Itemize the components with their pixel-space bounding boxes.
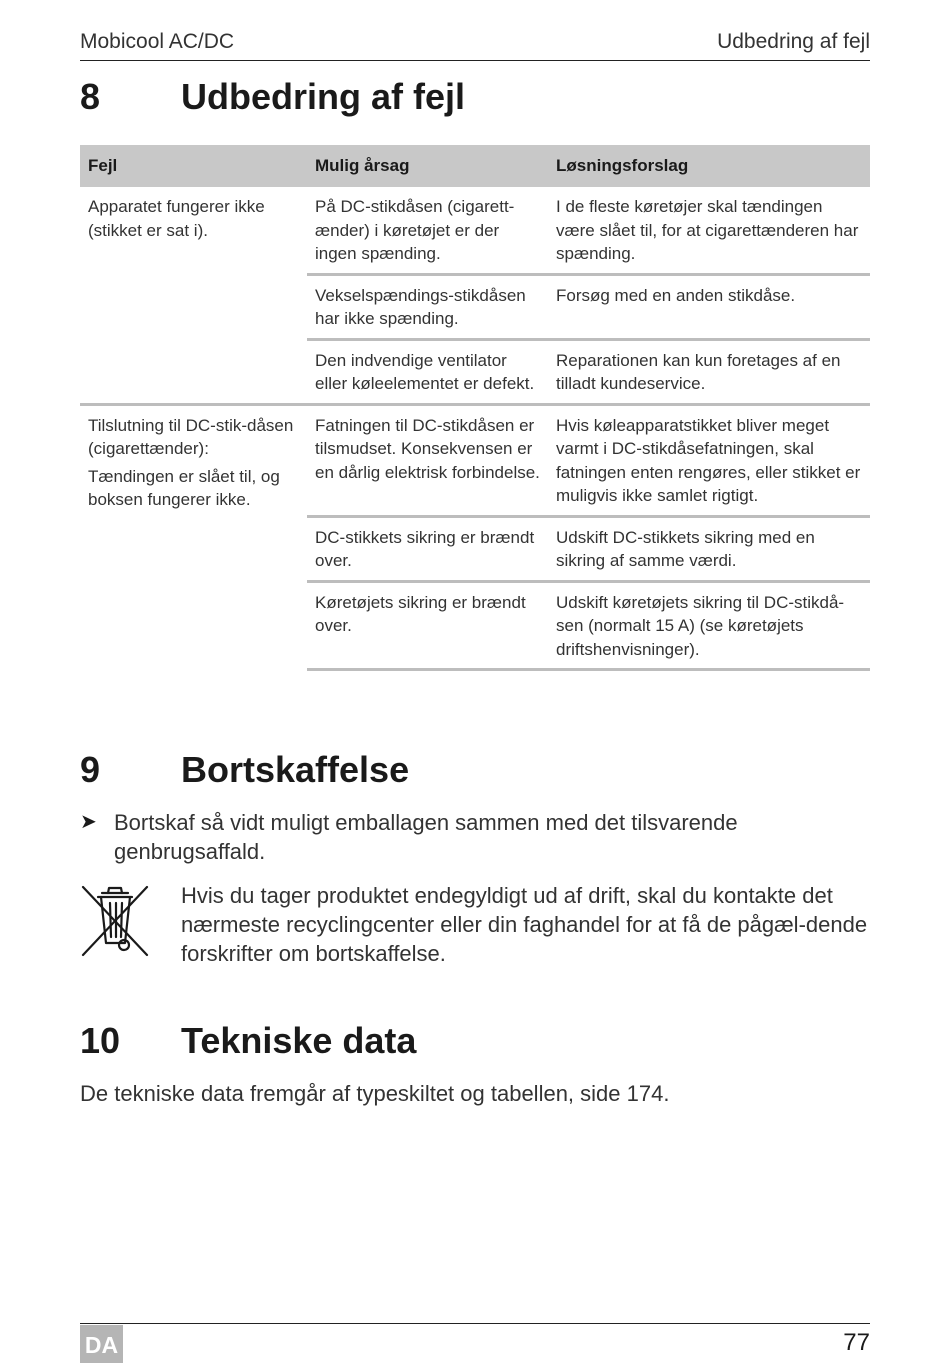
arrow-right-icon: ➤ [80,811,97,833]
header-product-name: Mobicool AC/DC [80,30,235,53]
fault-text: Tændingen er slået til, og boksen fungerer ikke. [88,466,280,509]
cause-cell: Fatningen til DC-stikdåsen er tilsmudset. Konsekvensen er en dårlig elektrisk forbindelse. [307,404,548,516]
solution-cell: Reparationen kan kun foretages af en tilladt kundeservice. [548,339,870,404]
footer-divider [80,1323,870,1324]
cause-cell: På DC-stikdåsen (cigarett-ænder) i køretøjet er der ingen spænding. [315,197,515,263]
disposal-bullet [80,808,840,866]
fault-text: Tilslutning til DC-stik-dåsen (cigarettænder): [88,415,294,458]
solution-cell: Hvis køleapparatstikket bliver meget varmt i DC-stikdåsefatningen, skal fatningen enten rengøres, eller stikket er muligvis ikke samlet rigtigt. [548,404,870,516]
cause-cell: DC-stikkets sikring er brændt over. [307,516,548,581]
solution-cell: I de fleste køretøjer skal tændingen være slået til, for at cigarettænderen har spænding. [556,197,859,263]
section-10-number: 10 [80,1020,121,1061]
fault-cell [80,187,307,404]
column-header-solution: Løsningsforslag [548,145,870,187]
section-8-title: Udbedring af fejl [181,76,466,117]
page-header [80,28,870,61]
page-number: 77 [843,1329,870,1356]
cause-cell: Køretøjets sikring er brændt over. [307,581,548,670]
fault-cell [80,404,307,670]
crossed-out-wheelie-bin-icon [80,883,150,959]
table-header-row [80,145,870,187]
technical-data-text: De tekniske data fremgår af typeskiltet og tabellen, side 174. [80,1081,670,1106]
column-header-cause: Mulig årsag [307,145,548,187]
fault-text: Apparatet fungerer ikke (stikket er sat i). [88,197,265,240]
column-header-fault: Fejl [80,145,307,187]
disposal-instructions: Hvis du tager produktet endegyldigt ud af drift, skal du kontakte det nærmeste recyclingcenter eller din faghandel for at få de pågæl-dende forskrifter om bortskaffelse. [181,883,868,966]
section-10-title: Tekniske data [181,1020,417,1061]
troubleshooting-table [80,145,870,671]
solution-cell: Udskift køretøjets sikring til DC-stikdå-sen (normalt 15 A) (se køretøjets driftshenvisninger). [548,581,870,670]
solution-cell: Udskift DC-stikkets sikring med en sikring af samme værdi. [548,516,870,581]
header-chapter-title: Udbedring af fejl [717,30,870,53]
section-9-number: 9 [80,749,101,790]
section-9-title: Bortskaffelse [181,749,410,790]
table-row [80,404,870,516]
section-8-number: 8 [80,76,101,117]
table-row [80,187,870,274]
cause-cell: Den indvendige ventilator eller køleelementet er defekt. [307,339,548,404]
disposal-bullet-text: Bortskaf så vidt muligt emballagen sammen med det tilsvarende genbrugsaffald. [114,810,738,864]
solution-cell: Forsøg med en anden stikdåse. [548,274,870,339]
language-badge: DA [80,1325,123,1363]
cause-cell: Vekselspændings-stikdåsen har ikke spænding. [307,274,548,339]
